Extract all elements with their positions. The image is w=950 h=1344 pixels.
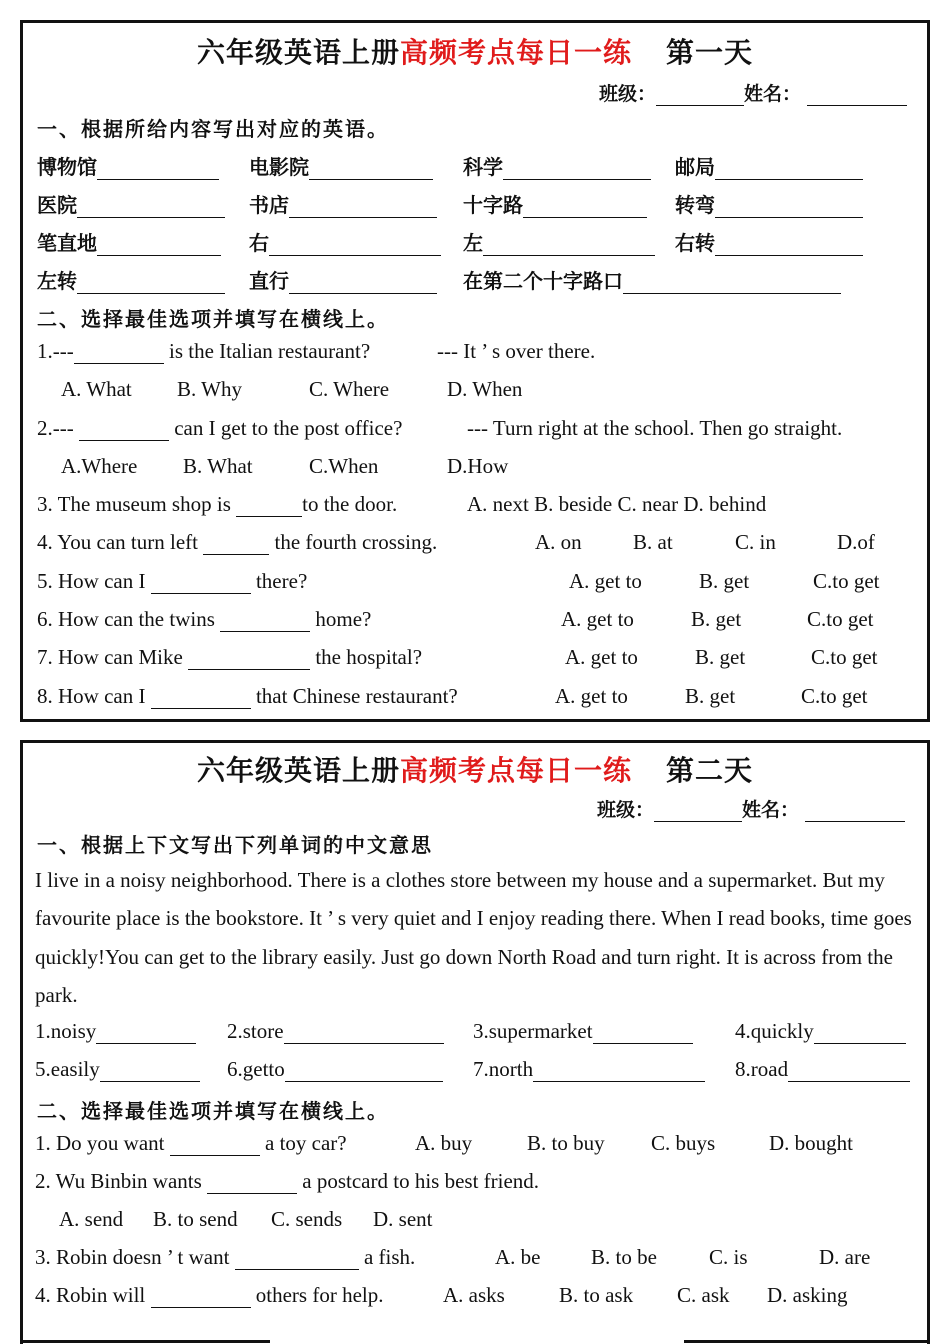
vocab-item: 转弯	[675, 189, 863, 218]
option[interactable]: C. buys	[651, 1131, 716, 1155]
option[interactable]: D. bought	[769, 1131, 853, 1155]
question-3-options[interactable]: A. next B. beside C. near D. behind	[467, 492, 767, 516]
question-1-answer: --- It ’ s over there.	[437, 339, 596, 363]
option[interactable]: B. get	[699, 569, 750, 593]
question-4: 4. Robin will others for help.	[35, 1283, 384, 1307]
name-blank[interactable]	[805, 803, 905, 822]
title-black: 六年级英语上册	[196, 754, 400, 787]
worksheet-title	[23, 31, 927, 71]
vocab-item: 右转	[675, 227, 863, 256]
option[interactable]: C.to get	[813, 569, 880, 593]
vocab-item: 左转	[37, 265, 225, 294]
vocab-item: 电影院	[249, 151, 433, 180]
question-2-answer: --- Turn right at the school. Then go straight.	[467, 416, 843, 440]
option[interactable]: B. at	[633, 530, 673, 554]
vocab-item: 十字路	[463, 189, 647, 218]
question-1: 1. Do you want a toy car?	[35, 1131, 347, 1155]
question-3: 3. The museum shop is to the door.	[37, 492, 398, 516]
option[interactable]: C. is	[709, 1245, 748, 1269]
title-red: 高频考点每日一练	[399, 36, 632, 69]
answer-blank[interactable]	[151, 1289, 251, 1308]
worksheet-day-2	[20, 740, 930, 1344]
option[interactable]: A. send	[59, 1207, 124, 1231]
option[interactable]: B. to send	[153, 1207, 238, 1231]
vocab-item: 医院	[37, 189, 225, 218]
question-5: 5. How can I there?	[37, 569, 308, 593]
option[interactable]: D. are	[819, 1245, 871, 1269]
option[interactable]: C.When	[309, 454, 379, 478]
option[interactable]: C.to get	[801, 684, 868, 708]
word-item: 3.supermarket	[473, 1019, 693, 1044]
vocab-item: 科学	[463, 151, 651, 180]
option[interactable]: D.of	[837, 530, 875, 554]
word-item: 7.north	[473, 1057, 705, 1082]
option[interactable]: A. get to	[565, 645, 638, 669]
question-7: 7. How can Mike the hospital?	[37, 645, 423, 669]
question-4: 4. You can turn left the fourth crossing.	[37, 530, 438, 554]
title-day: 第一天	[666, 36, 754, 69]
vocab-item: 笔直地	[37, 227, 221, 256]
answer-blank[interactable]	[220, 613, 310, 632]
class-name-fields: 班级： 姓名：	[597, 795, 905, 822]
word-item: 2.store	[227, 1019, 444, 1044]
bottom-border-right	[684, 1340, 930, 1343]
option[interactable]: C. ask	[677, 1283, 730, 1307]
option[interactable]: A. get to	[561, 607, 634, 631]
title-black: 六年级英语上册	[196, 36, 400, 69]
option[interactable]: B. to buy	[527, 1131, 605, 1155]
answer-blank[interactable]	[79, 422, 169, 441]
bottom-border-left	[20, 1340, 270, 1343]
vocab-item: 邮局	[675, 151, 863, 180]
option[interactable]: A. buy	[415, 1131, 473, 1155]
vocab-item: 直行	[249, 265, 437, 294]
question-3: 3. Robin doesn ’ t want a fish.	[35, 1245, 416, 1269]
reading-passage: I live in a noisy neighborhood. There is a clothes store between my house and a supermarket. But my favourite place is the bookstore. It ’ s very quiet and I enjoy reading there. When I read books, time goes quickly!You can get to the library easily. Just go down North Road and turn right. It is across from the park.	[35, 868, 912, 1007]
name-blank[interactable]	[807, 87, 907, 106]
option[interactable]: D. sent	[373, 1207, 433, 1231]
option[interactable]: C.to get	[811, 645, 878, 669]
class-name-fields: 班级： 姓名：	[599, 79, 907, 106]
option[interactable]: D. asking	[767, 1283, 848, 1307]
option[interactable]: A. be	[495, 1245, 541, 1269]
answer-blank[interactable]	[188, 651, 310, 670]
class-blank[interactable]	[656, 87, 744, 106]
word-item: 5.easily	[35, 1057, 200, 1082]
option[interactable]: B. What	[183, 454, 253, 478]
question-6: 6. How can the twins home?	[37, 607, 372, 631]
option[interactable]: C. sends	[271, 1207, 343, 1231]
option[interactable]: B. to be	[591, 1245, 657, 1269]
answer-blank[interactable]	[170, 1137, 260, 1156]
worksheet-day-1	[20, 20, 930, 722]
question-2: 2.--- can I get to the post office?	[37, 416, 403, 440]
answer-blank[interactable]	[235, 1251, 359, 1270]
title-red: 高频考点每日一练	[399, 754, 632, 787]
option[interactable]: A. on	[535, 530, 582, 554]
option[interactable]: D. When	[447, 377, 523, 401]
answer-blank[interactable]	[151, 575, 251, 594]
vocab-item: 左	[463, 227, 655, 256]
answer-blank[interactable]	[203, 536, 269, 555]
answer-blank[interactable]	[74, 345, 164, 364]
option[interactable]: B. get	[685, 684, 736, 708]
question-8: 8. How can I that Chinese restaurant?	[37, 684, 458, 708]
option[interactable]: B. to ask	[559, 1283, 634, 1307]
option[interactable]: C. in	[735, 530, 776, 554]
answer-blank[interactable]	[236, 498, 302, 517]
option[interactable]: B. get	[691, 607, 742, 631]
vocab-item: 书店	[249, 189, 437, 218]
section2-heading: 二、选择最佳选项并填写在横线上。	[37, 307, 389, 331]
option[interactable]: B. Why	[177, 377, 242, 401]
option[interactable]: A. What	[61, 377, 132, 401]
section2-heading: 二、选择最佳选项并填写在横线上。	[37, 1099, 389, 1123]
word-item: 8.road	[735, 1057, 910, 1082]
option[interactable]: D.How	[447, 454, 509, 478]
option[interactable]: C.to get	[807, 607, 874, 631]
worksheet-title	[23, 749, 927, 789]
question-1: 1.--- is the Italian restaurant?	[37, 339, 371, 363]
section1-heading: 一、根据所给内容写出对应的英语。	[37, 117, 389, 141]
option[interactable]: B. get	[695, 645, 746, 669]
vocab-item: 右	[249, 227, 441, 256]
option[interactable]: A. get to	[555, 684, 628, 708]
answer-blank[interactable]	[151, 690, 251, 709]
word-item: 6.getto	[227, 1057, 443, 1082]
question-2: 2. Wu Binbin wants a postcard to his best friend.	[35, 1169, 540, 1193]
answer-blank[interactable]	[207, 1175, 297, 1194]
option[interactable]: C. Where	[309, 377, 390, 401]
title-day: 第二天	[666, 754, 754, 787]
class-blank[interactable]	[654, 803, 742, 822]
option[interactable]: A. get to	[569, 569, 642, 593]
word-item: 4.quickly	[735, 1019, 906, 1044]
vocab-item: 在第二个十字路口	[463, 265, 841, 294]
word-item: 1.noisy	[35, 1019, 196, 1044]
option[interactable]: A.Where	[61, 454, 138, 478]
option[interactable]: A. asks	[443, 1283, 505, 1307]
vocab-item: 博物馆	[37, 151, 219, 180]
section1-heading: 一、根据上下文写出下列单词的中文意思	[37, 833, 433, 857]
